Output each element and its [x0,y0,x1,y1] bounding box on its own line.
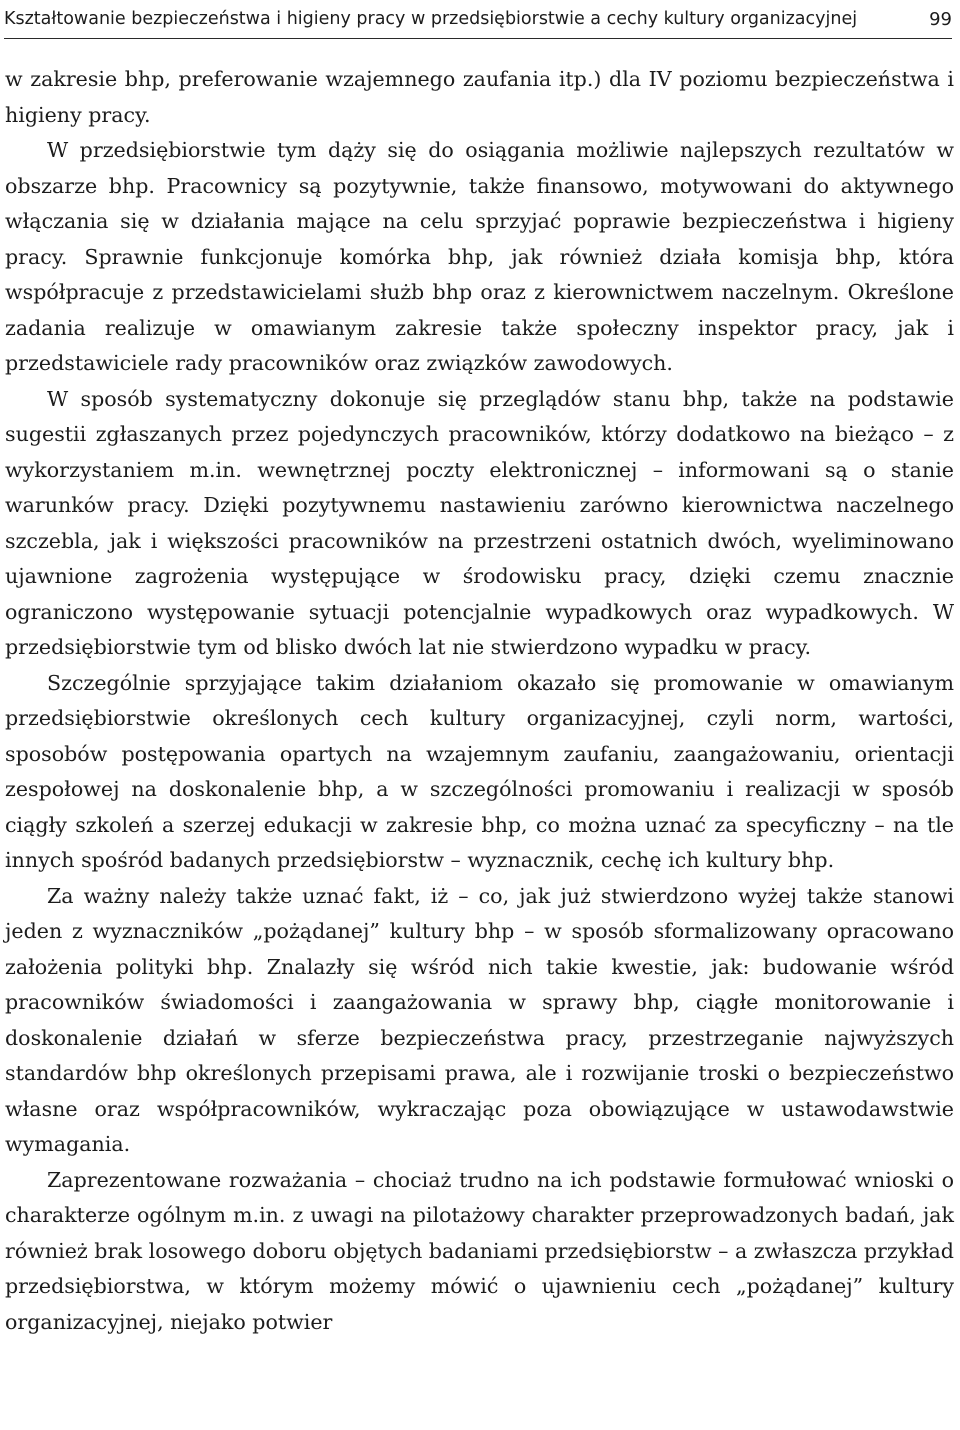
paragraph: W przedsiębiorstwie tym dąży się do osiągania możliwie najlepszych rezultatów w obszarze bhp. Pracownicy są pozytywnie, także finansowo, motywowani do aktywnego włączania się w działania mające na celu sprzyjać poprawie bezpieczeństwa i higieny pracy. Sprawnie funkcjonuje komórka bhp, jak również działa komisja bhp, która współpracuje z przedstawicielami służb bhp oraz z kierownictwem naczelnym. Określone zadania realizuje w omawianym zakresie także społeczny inspektor pracy, jak i przedstawiciele rady pracowników oraz związków zawodowych. [5,138,954,375]
paragraph: W sposób systematyczny dokonuje się przeglądów stanu bhp, także na podstawie sugestii zgłaszanych przez pojedynczych pracowników, którzy dodatkowo na bieżąco – z wykorzystaniem m.in. wewnętrznej poczty elektronicznej – informowani są o stanie warunków pracy. Dzięki pozytywnemu nastawieniu zarówno kierownictwa naczelnego szczebla, jak i większości pracowników na przestrzeni ostatnich dwóch, wyeliminowano ujawnione zagrożenia występujące w środowisku pracy, dzięki czemu znacznie ograniczono występowanie sytuacji potencjalnie wypadkowych oraz wypadkowych. W przedsiębiorstwie tym od blisko dwóch lat nie stwierdzono wypadku w pracy. [5,386,954,659]
paragraph: Za ważny należy także uznać fakt, iż – co, jak już stwierdzono wyżej także stanowi jeden z wyznaczników „pożądanej” kultury bhp – w sposób sformalizowany opracowano założenia polityki bhp. Znalazły się wśród nich takie kwestie, jak: budowanie wśród pracowników świadomości i zaangażowania w sprawy bhp, ciągłe monitorowanie i doskonalenie działań w sferze bezpieczeństwa pracy, przestrzeganie najwyższych standardów bhp określonych przepisami prawa, ale i rozwijanie troski o bezpieczeństwo własne oraz współpracowników, wykraczając poza obowiązujące w ustawodawstwie wymagania. [5,883,954,1156]
body-text [5,62,954,1340]
running-header [4,0,952,39]
paragraph: Zaprezentowane rozważania – chociaż trudno na ich podstawie formułować wnioski o charakterze ogólnym m.in. z uwagi na pilotażowy charakter przeprowadzonych badań, jak również brak losowego doboru objętych badaniami przedsiębiorstw – a zwłaszcza przykład przedsiębiorstwa, w którym możemy mówić o ujawnieniu cech „pożądanej” kultury organizacyjnej, niejako potwier [5,1167,954,1334]
paragraph-continued: w zakresie bhp, preferowanie wzajemnego zaufania itp.) dla IV poziomu bezpieczeństwa i higieny pracy. [5,67,954,127]
page-number: 99 [929,8,952,30]
running-title: Kształtowanie bezpieczeństwa i higieny pracy w przedsiębiorstwie a cechy kultury organizacyjnej [4,9,858,29]
paragraph: Szczególnie sprzyjające takim działaniom okazało się promowanie w omawianym przedsiębiorstwie określonych cech kultury organizacyjnej, czyli norm, wartości, sposobów postępowania opartych na wzajemnym zaufaniu, zaangażowaniu, orientacji zespołowej na doskonalenie bhp, a w szczególności promowaniu i realizacji w sposób ciągły szkoleń a szerzej edukacji w zakresie bhp, co można uznać za specyficzny – na tle innych spośród badanych przedsiębiorstw – wyznacznik, cechę ich kultury bhp. [5,670,954,872]
